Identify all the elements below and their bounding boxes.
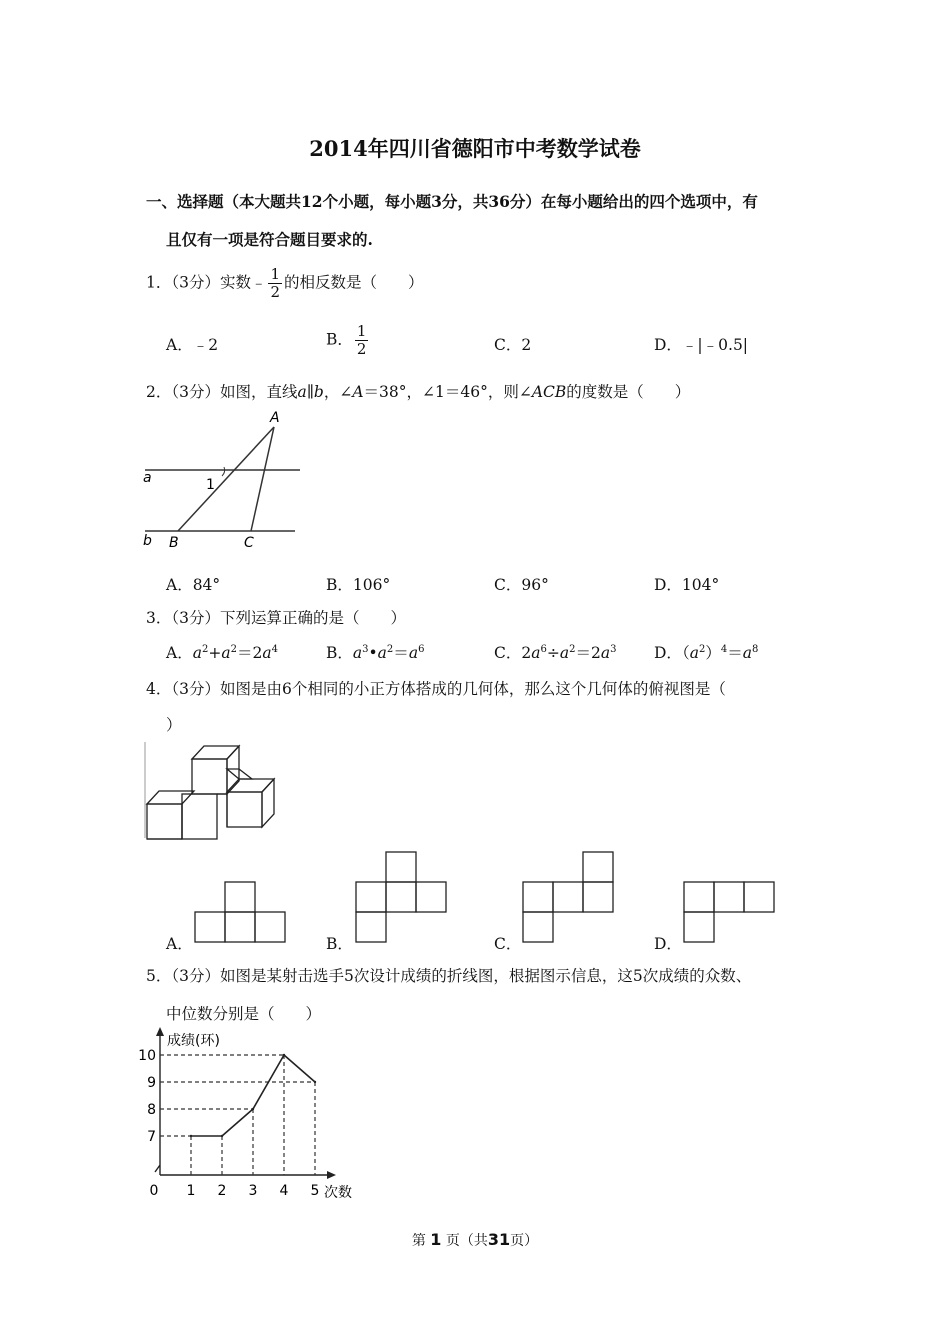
q1-option-b-fraction [355, 323, 369, 358]
x-axis-arrow [327, 1171, 336, 1179]
q1-fraction [268, 266, 282, 301]
q2-option-b: B．106° [326, 576, 391, 594]
label-b: b [143, 533, 152, 549]
q1-b-num: 1 [356, 322, 367, 340]
question-4-line1: 4．（3分）如图是由6个相同的小正方体搭成的几何体，那么这个几何体的俯视图是（ [146, 680, 726, 698]
y-tick-label: 7 [147, 1129, 156, 1145]
q2-option-d: D．104° [654, 576, 720, 594]
data-point [190, 1135, 192, 1137]
question-3: 3．（3分）下列运算正确的是（ ） [146, 609, 406, 627]
q1-option-c: C．2 [494, 336, 532, 354]
q4-option-b-label: B． [326, 935, 353, 953]
question-5-line1: 5．（3分）如图是某射击选手5次设计成绩的折线图，根据图示信息，这5次成绩的众数、 [146, 967, 752, 985]
label-B: B [169, 535, 179, 551]
series-segment [284, 1055, 315, 1082]
footer-p1: 第 [411, 1233, 426, 1249]
q2-option-c: C．96° [494, 576, 549, 594]
q1-suffix: 的相反数是（ ） [284, 273, 424, 292]
question-5-line2: 中位数分别是（ ） [166, 1005, 322, 1023]
y-tick-label: 9 [147, 1075, 156, 1091]
question-1 [146, 266, 424, 301]
section-heading-line1: 一、选择题（本大题共12个小题，每小题3分，共36分）在每小题给出的四个选项中，有 [146, 192, 758, 211]
q1-frac-den: 2 [270, 283, 281, 301]
x-tick-label: 0 [149, 1183, 159, 1199]
page-footer [0, 1230, 950, 1250]
chart-axes [155, 1027, 336, 1179]
q2-var-A: A [352, 383, 364, 401]
q1-b-den: 2 [356, 340, 367, 358]
x-axis-title: 次数 [324, 1185, 352, 1201]
q2-text-4: ＝38°，∠1＝46°，则∠ [363, 383, 532, 401]
q4-option-d-figure [682, 880, 778, 946]
q2-figure [140, 405, 310, 555]
q3-option-b: B．$a^3•a^2=a^6$ [326, 643, 425, 662]
q3-b-label: B． [326, 644, 353, 662]
q2-var-b: b [313, 383, 324, 401]
segment-AB [178, 427, 274, 531]
q1-option-b-label: B． [326, 330, 353, 349]
x-tick-label: 4 [279, 1183, 289, 1199]
label-1: 1 [206, 477, 215, 493]
q1-option-a: A．﹣2 [166, 336, 219, 354]
footer-total-pages: 31 [487, 1230, 511, 1249]
angle-1-arc [222, 467, 225, 476]
y-tick-label: 8 [147, 1102, 156, 1118]
data-point [314, 1081, 316, 1083]
q1-option-b [326, 323, 370, 358]
q4-3d-figure [142, 742, 282, 842]
x-tick-label: 2 [217, 1183, 227, 1199]
q3-c-label: C． [494, 644, 522, 662]
section-heading-line2: 且仅有一项是符合题目要求的. [166, 230, 373, 249]
q3-a-label: A． [166, 644, 193, 662]
q1-option-d: D．﹣|﹣0.5| [654, 336, 749, 354]
label-C: C [244, 535, 254, 551]
q4-option-c-label: C． [494, 935, 522, 953]
q4-option-c-figure [521, 850, 617, 946]
q5-line-chart [130, 1025, 370, 1205]
label-a: a [143, 470, 152, 486]
q4-option-b-figure [354, 850, 450, 946]
q3-option-d: D．$(a^2)^4=a^8$ [654, 643, 759, 662]
q3-option-a: A．$a^2+a^2=2a^4$ [166, 643, 278, 662]
y-axis-title: 成绩(环) [167, 1033, 220, 1049]
x-tick-label: 1 [186, 1183, 196, 1199]
segment-AC [251, 427, 274, 531]
x-tick-label: 3 [248, 1183, 258, 1199]
question-2 [146, 380, 690, 402]
q2-text-1: 2．（3分）如图，直线 [146, 383, 298, 401]
cubes [147, 746, 274, 839]
data-point [252, 1108, 254, 1110]
q4-option-a-label: A． [166, 935, 193, 953]
label-A: A [270, 410, 280, 426]
data-point [221, 1135, 223, 1137]
q2-text-2: ∥ [306, 383, 314, 401]
series-segment [222, 1109, 253, 1136]
y-tick-label: 10 [138, 1048, 156, 1064]
x-tick-label: 5 [310, 1183, 320, 1199]
q2-var-ACB: ACB [531, 383, 567, 401]
footer-p2: 页（共 [445, 1233, 488, 1249]
page-title: 2014年四川省德阳市中考数学试卷 [309, 136, 641, 161]
data-point [283, 1054, 285, 1056]
footer-p3: 页） [510, 1233, 539, 1249]
footer-page-number: 1 [430, 1230, 442, 1249]
q3-option-c: C．$2a^6\div a^2=2a^3$ [494, 643, 617, 662]
q1-prefix: 1．（3分）实数﹣ [146, 273, 267, 292]
q4-option-d-label: D． [654, 935, 682, 953]
q2-text-3: ，∠ [323, 383, 353, 401]
q1-frac-num: 1 [270, 265, 281, 283]
q2-var-a: a [297, 383, 307, 401]
q3-d-label: D． [654, 644, 682, 662]
question-4-line2: ） [166, 716, 182, 734]
q2-option-a: A．84° [166, 576, 221, 594]
y-axis-arrow [156, 1027, 164, 1036]
q4-option-a-figure [193, 880, 289, 946]
q2-text-5: 的度数是（ ） [566, 383, 691, 401]
